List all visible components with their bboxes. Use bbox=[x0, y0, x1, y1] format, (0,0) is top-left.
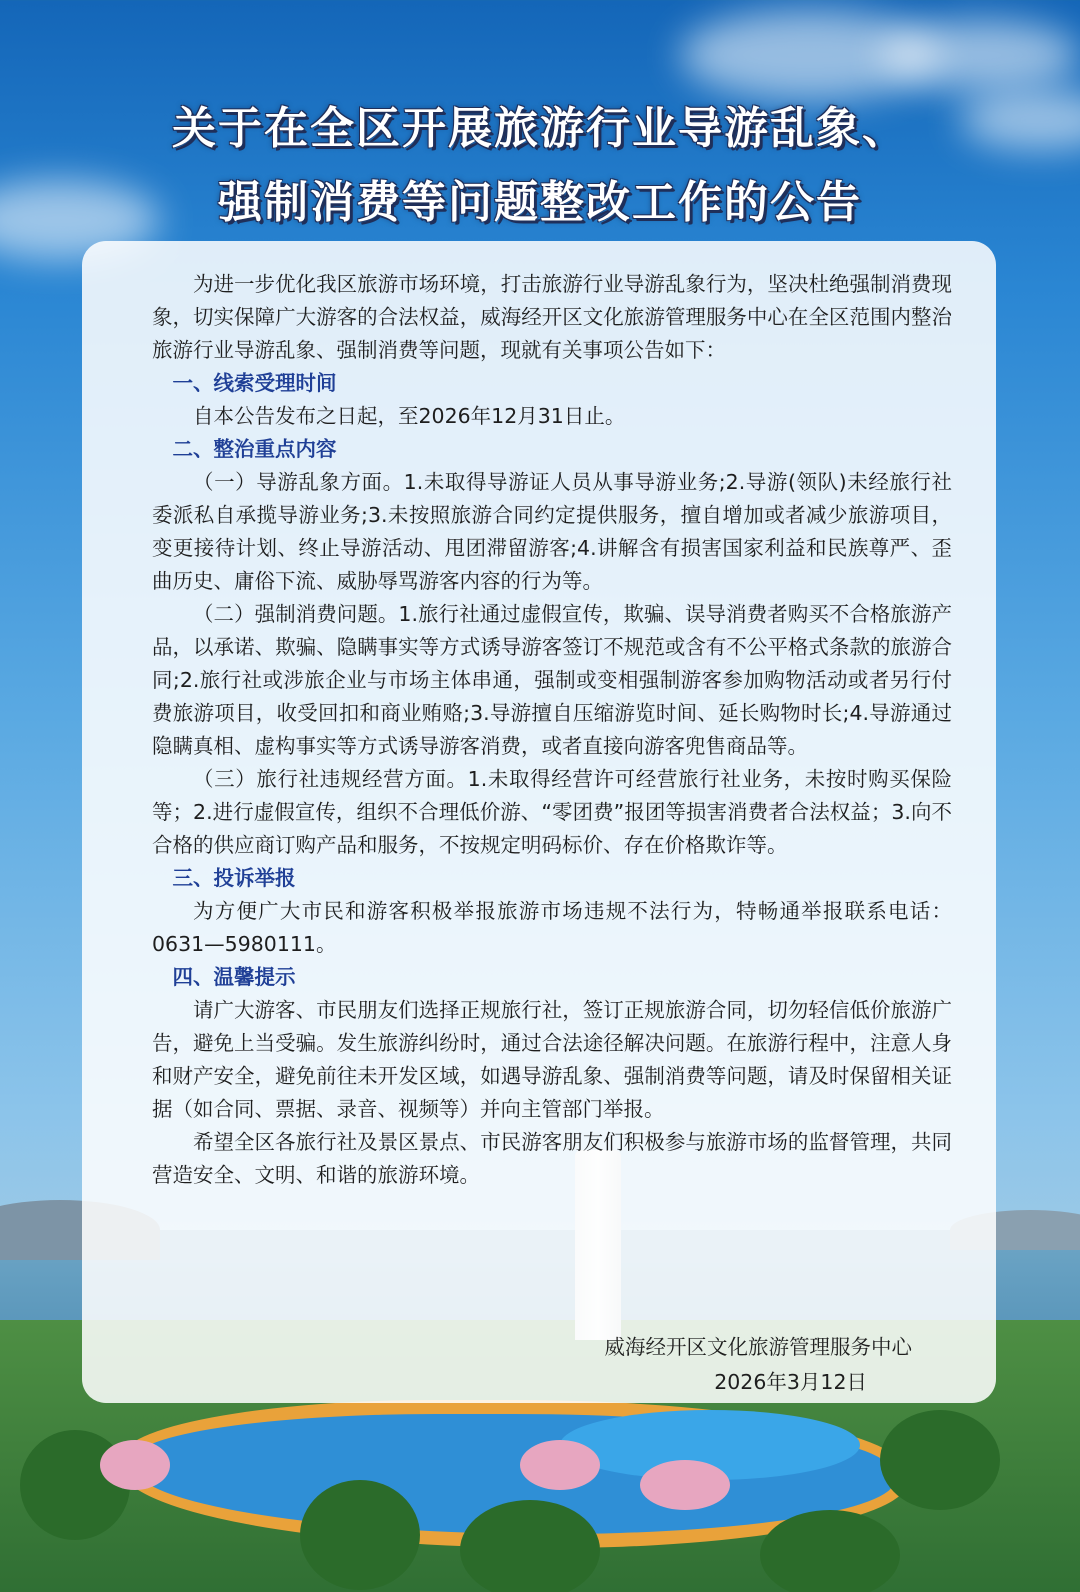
tree bbox=[880, 1410, 1000, 1510]
cloud bbox=[880, 20, 1080, 90]
section-4-paragraph-1: 请广大游客、市民朋友们选择正规旅行社，签订正规旅游合同，切勿轻信低价旅游广告，避免上当受骗。发生旅游纠纷时，通过合法途径解决问题。在旅游行程中，注意人身和财产安全，避免前往未开发区域，如遇导游乱象、强制消费等问题，请及时保留相关证据（如合同、票据、录音、视频等）并向主管部门举报。 bbox=[152, 998, 952, 1121]
blossom-tree bbox=[640, 1460, 730, 1510]
section-1-body: 自本公告发布之日起，至2026年12月31日止。 bbox=[193, 404, 626, 428]
section-heading-3: 三、投诉举报 bbox=[172, 866, 296, 890]
page-title-line-2: 强制消费等问题整改工作的公告 bbox=[218, 177, 862, 228]
signature-organization: 威海经开区文化旅游管理服务中心 bbox=[604, 1335, 912, 1359]
blossom-tree bbox=[520, 1440, 600, 1490]
announcement-body bbox=[152, 268, 952, 1192]
section-heading-2: 二、整治重点内容 bbox=[172, 437, 337, 461]
section-heading-1: 一、线索受理时间 bbox=[172, 371, 337, 395]
tree bbox=[300, 1480, 420, 1590]
section-heading-4: 四、温馨提示 bbox=[172, 965, 296, 989]
tree bbox=[760, 1510, 900, 1592]
section-4-paragraph-2: 希望全区各旅行社及景区景点、市民游客朋友们积极参与旅游市场的监督管理，共同营造安全、文明、和谐的旅游环境。 bbox=[152, 1130, 952, 1187]
section-2-paragraph-3: （三）旅行社违规经营方面。1.未取得经营许可经营旅行社业务，未按时购买保险等；2.进行虚假宣传，组织不合理低价游、“零团费”报团等损害消费者合法权益；3.向不合格的供应商订购产品和服务，不按规定明码标价、存在价格欺诈等。 bbox=[152, 767, 952, 857]
section-2-paragraph-2: （二）强制消费问题。1.旅行社通过虚假宣传，欺骗、误导消费者购买不合格旅游产品，以承诺、欺骗、隐瞒事实等方式诱导游客签订不规范或含有不公平格式条款的旅游合同;2.旅行社或涉旅企业与市场主体串通，强制或变相强制游客参加购物活动或者另行付费旅游项目，收受回扣和商业贿赂;3.导游擅自压缩游览时间、延长购物时长;4.导游通过隐瞒真相、虚构事实等方式诱导游客消费，或者直接向游客兜售商品等。 bbox=[152, 602, 952, 758]
signature-date: 2026年3月12日 bbox=[714, 1370, 867, 1394]
section-3-body: 为方便广大市民和游客积极举报旅游市场违规不法行为，特畅通举报联系电话：0631—5980111。 bbox=[152, 899, 952, 956]
blossom-tree bbox=[100, 1440, 170, 1490]
page-title-line-1: 关于在全区开展旅游行业导游乱象、 bbox=[172, 103, 908, 154]
section-2-paragraph-1: （一）导游乱象方面。1.未取得导游证人员从事导游业务;2.导游(领队)未经旅行社委派私自承揽导游业务;3.未按照旅游合同约定提供服务，擅自增加或者减少旅游项目，变更接待计划、终止导游活动、甩团滞留游客;4.讲解含有损害国家利益和民族尊严、歪曲历史、庸俗下流、威胁辱骂游客内容的行为等。 bbox=[152, 470, 952, 593]
tree bbox=[460, 1500, 600, 1592]
intro-paragraph: 为进一步优化我区旅游市场环境，打击旅游行业导游乱象行为，坚决杜绝强制消费现象，切实保障广大游客的合法权益，威海经开区文化旅游管理服务中心在全区范围内整治旅游行业导游乱象、强制消费等问题，现就有关事项公告如下： bbox=[152, 272, 952, 362]
